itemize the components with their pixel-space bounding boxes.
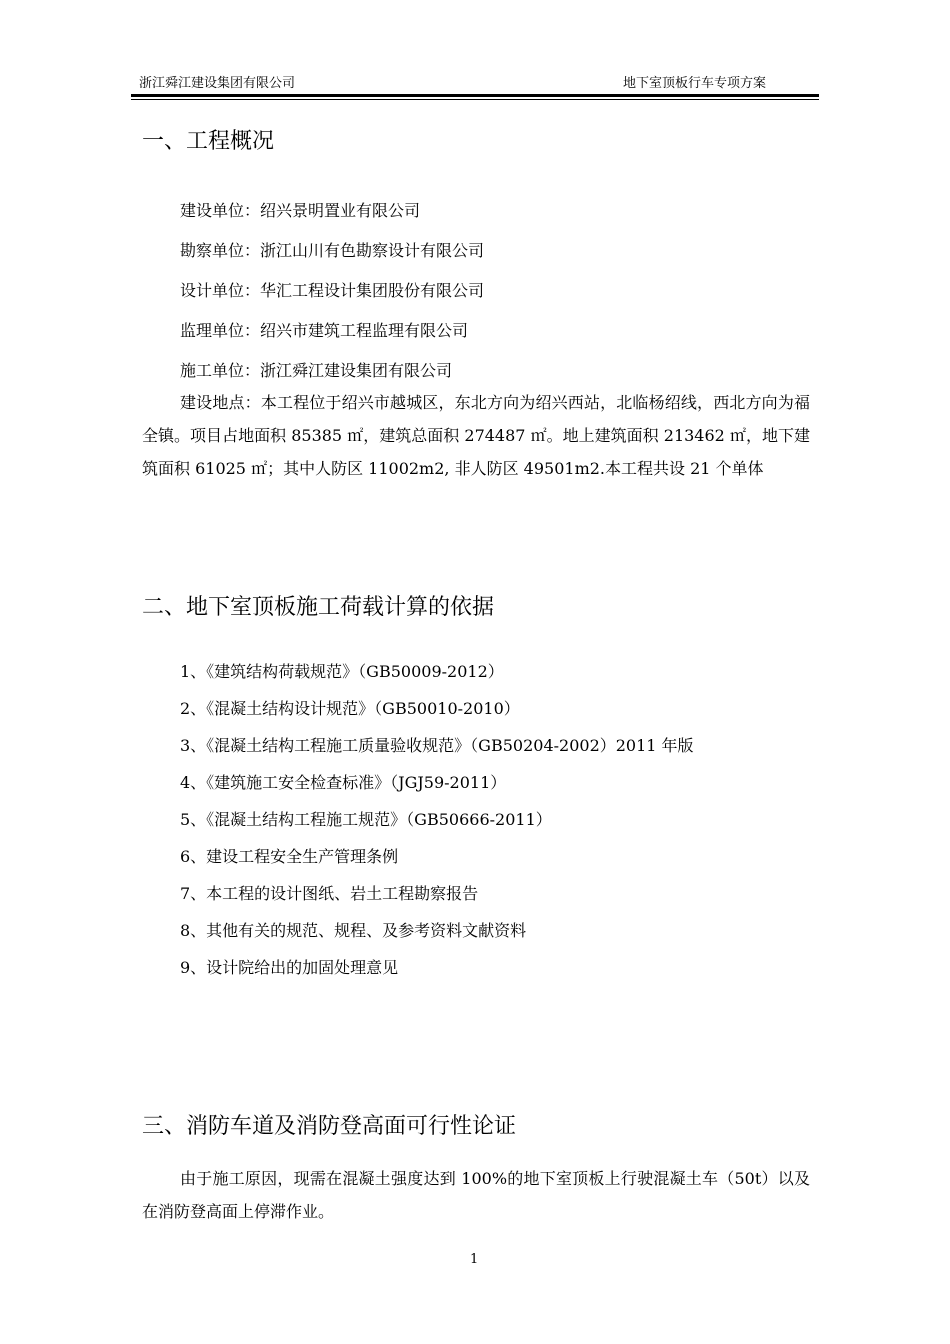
section1-line-survey-unit: 勘察单位：浙江山川有色勘察设计有限公司 <box>180 241 485 260</box>
section2-item-2: 2、《混凝土结构设计规范》（GB50010-2010） <box>180 699 520 718</box>
section1-location-paragraph: 建设地点：本工程位于绍兴市越城区，东北方向为绍兴西站，北临杨绍线，西北方向为福全镇。项目占地面积 85385 ㎡，建筑总面积 274487 ㎡。地上建筑面积 213462 ㎡，地下建筑面积 61025 ㎡；其中人防区 11002m2, 非人防区 49501m2.本工程共设 21 个单体 <box>142 393 810 478</box>
section2-item-5: 5、《混凝土结构工程施工规范》（GB50666-2011） <box>180 810 552 829</box>
header-company: 浙江舜江建设集团有限公司 <box>139 76 296 91</box>
section1-line-contractor-unit: 施工单位：浙江舜江建设集团有限公司 <box>180 361 453 380</box>
section2-item-4: 4、《建筑施工安全检查标准》（JGJ59-2011） <box>180 773 507 792</box>
section1-line-construction-unit: 建设单位：绍兴景明置业有限公司 <box>180 201 421 220</box>
section2-item-7: 7、本工程的设计图纸、岩土工程勘察报告 <box>180 884 479 903</box>
section1-line-design-unit: 设计单位：华汇工程设计集团股份有限公司 <box>180 281 485 300</box>
header-doc-title: 地下室顶板行车专项方案 <box>622 76 766 91</box>
section2-item-9: 9、设计院给出的加固处理意见 <box>180 958 399 977</box>
section3-paragraph: 由于施工原因，现需在混凝土强度达到 100%的地下室顶板上行驶混凝土车（50t）以及在消防登高面上停滞作业。 <box>142 1169 810 1221</box>
section2-item-8: 8、其他有关的规范、规程、及参考资料文献资料 <box>180 921 527 940</box>
section2-item-3: 3、《混凝土结构工程施工质量验收规范》（GB50204-2002）2011 年版 <box>180 736 694 755</box>
header-rule-thin <box>131 99 819 100</box>
section2-title: 二、地下室顶板施工荷载计算的依据 <box>142 595 495 620</box>
section2-item-6: 6、建设工程安全生产管理条例 <box>180 847 399 866</box>
section1-line-supervision-unit: 监理单位：绍兴市建筑工程监理有限公司 <box>180 321 469 340</box>
page-header <box>133 72 818 94</box>
section2-item-1: 1、《建筑结构荷载规范》（GB50009-2012） <box>180 662 504 681</box>
section3-title: 三、消防车道及消防登高面可行性论证 <box>142 1114 517 1139</box>
page-number: 1 <box>470 1252 479 1267</box>
header-rule-thick <box>131 94 819 97</box>
section1-title: 一、工程概况 <box>142 129 275 154</box>
